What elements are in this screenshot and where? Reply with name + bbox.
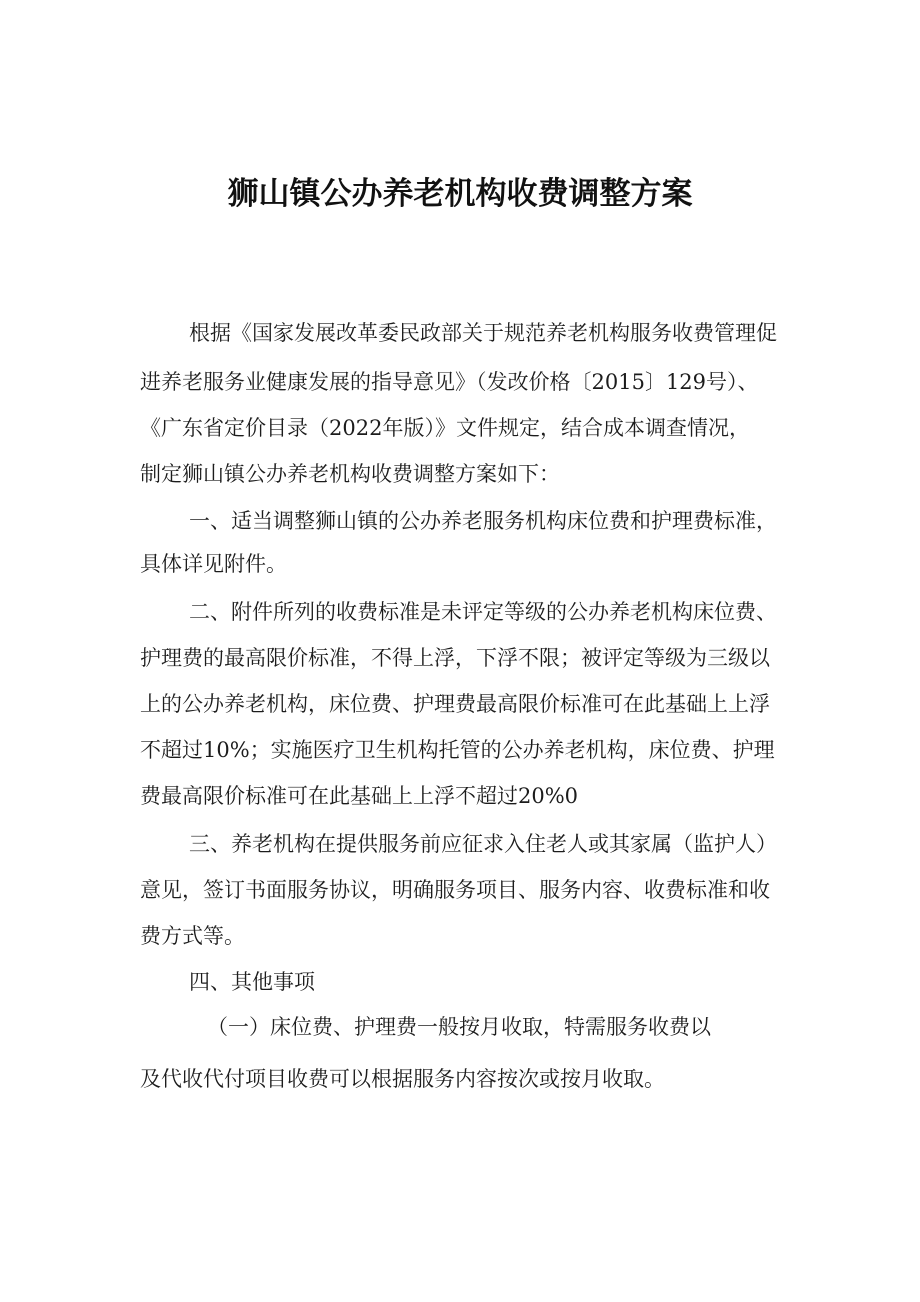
paragraph-line: 进养老服务业健康发展的指导意见》（发改价格〔2015〕129号）、 bbox=[140, 370, 759, 394]
paragraph-line: 不超过10%；实施医疗卫生机构托管的公办养老机构，床位费、护理 bbox=[140, 738, 775, 762]
paragraph-line: 根据《国家发展改革委民政部关于规范养老机构服务收费管理促 bbox=[189, 321, 777, 345]
paragraph-line: 三、养老机构在提供服务前应征求入住老人或其家属（监护人） bbox=[189, 832, 777, 856]
page-title: 狮山镇公办养老机构收费调整方案 bbox=[227, 176, 693, 212]
paragraph-line: 费最高限价标准可在此基础上上浮不超过20%0 bbox=[140, 784, 579, 808]
section-heading: 四、其他事项 bbox=[189, 970, 315, 994]
paragraph-line: 意见，签订书面服务协议，明确服务项目、服务内容、收费标准和收 bbox=[140, 878, 770, 902]
paragraph-line: 及代收代付项目收费可以根据服务内容按次或按月收取。 bbox=[140, 1067, 665, 1091]
paragraph-line: 二、附件所列的收费标准是未评定等级的公办养老机构床位费、 bbox=[189, 600, 777, 624]
paragraph-line: 制定狮山镇公办养老机构收费调整方案如下： bbox=[140, 462, 560, 486]
paragraph-line: 上的公办养老机构，床位费、护理费最高限价标准可在此基础上上浮 bbox=[140, 692, 770, 716]
paragraph-line: （一）床位费、护理费一般按月收取，特需服务收费以 bbox=[207, 1015, 711, 1039]
paragraph-line: 《广东省定价目录（2022年版）》文件规定，结合成本调查情况， bbox=[140, 416, 750, 440]
paragraph-line: 护理费的最高限价标准，不得上浮，下浮不限；被评定等级为三级以 bbox=[140, 646, 770, 670]
paragraph-line: 一、适当调整狮山镇的公办养老服务机构床位费和护理费标准， bbox=[189, 509, 777, 533]
paragraph-line: 具体详见附件。 bbox=[140, 552, 287, 576]
paragraph-line: 费方式等。 bbox=[140, 924, 245, 948]
